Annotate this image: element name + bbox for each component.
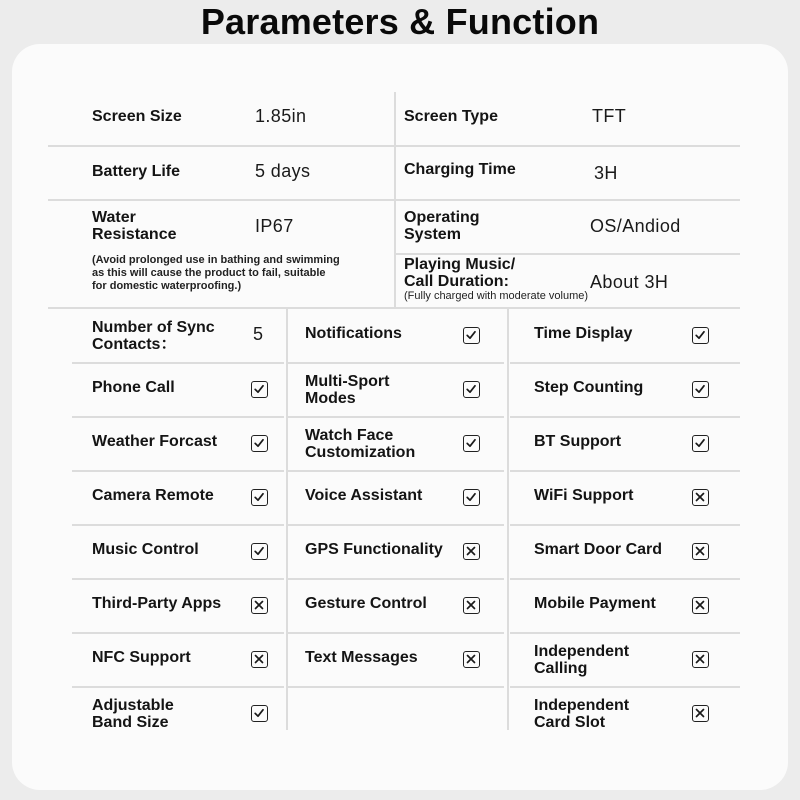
divider <box>72 470 284 472</box>
divider <box>288 362 504 364</box>
divider <box>288 578 504 580</box>
cross-icon <box>251 597 268 614</box>
check-icon <box>463 381 480 398</box>
spec-label: Battery Life <box>92 163 181 180</box>
divider <box>48 307 740 309</box>
divider <box>510 470 740 472</box>
feature-label: Smart Door Card <box>534 541 663 558</box>
divider <box>510 578 740 580</box>
divider <box>72 362 284 364</box>
spec-note: (Fully charged with moderate volume) <box>404 290 589 302</box>
feature-label: Notifications <box>305 325 402 342</box>
feature-label: Text Messages <box>305 649 418 666</box>
check-icon <box>251 489 268 506</box>
divider <box>72 524 284 526</box>
spec-label: Screen Type <box>404 108 498 125</box>
spec-value: About 3H <box>590 272 669 292</box>
divider <box>510 416 740 418</box>
feature-label: Third-Party Apps <box>92 595 222 612</box>
check-icon <box>251 543 268 560</box>
spec-value: 5 days <box>255 161 311 181</box>
feature-label: Camera Remote <box>92 487 214 504</box>
spec-value: OS/Andiod <box>590 216 681 236</box>
feature-label: Time Display <box>534 325 633 342</box>
feature-label: Voice Assistant <box>305 487 423 504</box>
divider <box>288 470 504 472</box>
spec-value: IP67 <box>255 216 294 236</box>
check-icon <box>463 489 480 506</box>
feature-label: GPS Functionality <box>305 541 443 558</box>
feature-label: Step Counting <box>534 379 644 396</box>
check-icon <box>251 381 268 398</box>
spec-label: Playing Music/ Call Duration: <box>404 256 516 290</box>
feature-label: Weather Forcast <box>92 433 218 450</box>
divider <box>72 686 284 688</box>
feature-label: Independent Card Slot <box>534 697 630 731</box>
feature-label: Multi-Sport Modes <box>305 373 390 407</box>
divider <box>286 307 288 730</box>
cross-icon <box>692 597 709 614</box>
spec-value: TFT <box>592 106 627 126</box>
divider <box>288 416 504 418</box>
page-title: Parameters & Function <box>200 1 600 42</box>
feature-label: Mobile Payment <box>534 595 656 612</box>
cross-icon <box>463 651 480 668</box>
cross-icon <box>463 597 480 614</box>
cross-icon <box>692 705 709 722</box>
spec-value: 3H <box>594 163 618 183</box>
check-icon <box>463 435 480 452</box>
feature-label: Phone Call <box>92 379 175 396</box>
feature-label: Music Control <box>92 541 199 558</box>
divider <box>72 632 284 634</box>
divider <box>394 92 396 307</box>
check-icon <box>463 327 480 344</box>
divider <box>510 632 740 634</box>
cross-icon <box>692 543 709 560</box>
spec-note: (Avoid prolonged use in bathing and swimming as this will cause the product to fail, suitable for domestic waterproofing.) <box>92 254 340 292</box>
check-icon <box>692 381 709 398</box>
cross-icon <box>692 651 709 668</box>
check-icon <box>692 327 709 344</box>
check-icon <box>251 435 268 452</box>
divider <box>72 416 284 418</box>
cross-icon <box>692 489 709 506</box>
divider <box>510 362 740 364</box>
divider <box>288 524 504 526</box>
feature-label: Adjustable Band Size <box>92 697 174 731</box>
spec-label: Screen Size <box>92 108 182 125</box>
spec-label: Charging Time <box>404 161 516 178</box>
divider <box>288 686 504 688</box>
feature-label: BT Support <box>534 433 622 450</box>
feature-value: 5 <box>253 324 264 344</box>
feature-label: WiFi Support <box>534 487 634 504</box>
cross-icon <box>251 651 268 668</box>
divider <box>72 578 284 580</box>
divider <box>396 253 740 255</box>
divider <box>510 686 740 688</box>
divider <box>510 524 740 526</box>
divider <box>288 632 504 634</box>
feature-label: NFC Support <box>92 649 191 666</box>
feature-label: Independent Calling <box>534 643 630 677</box>
divider <box>507 307 509 730</box>
feature-label: Watch Face Customization <box>305 427 416 461</box>
spec-label: Water Resistance <box>92 209 177 243</box>
spec-value: 1.85in <box>255 106 307 126</box>
cross-icon <box>463 543 480 560</box>
feature-label: Number of Sync Contacts： <box>92 319 215 353</box>
feature-label: Gesture Control <box>305 595 427 612</box>
check-icon <box>251 705 268 722</box>
check-icon <box>692 435 709 452</box>
spec-label: Operating System <box>404 209 480 243</box>
